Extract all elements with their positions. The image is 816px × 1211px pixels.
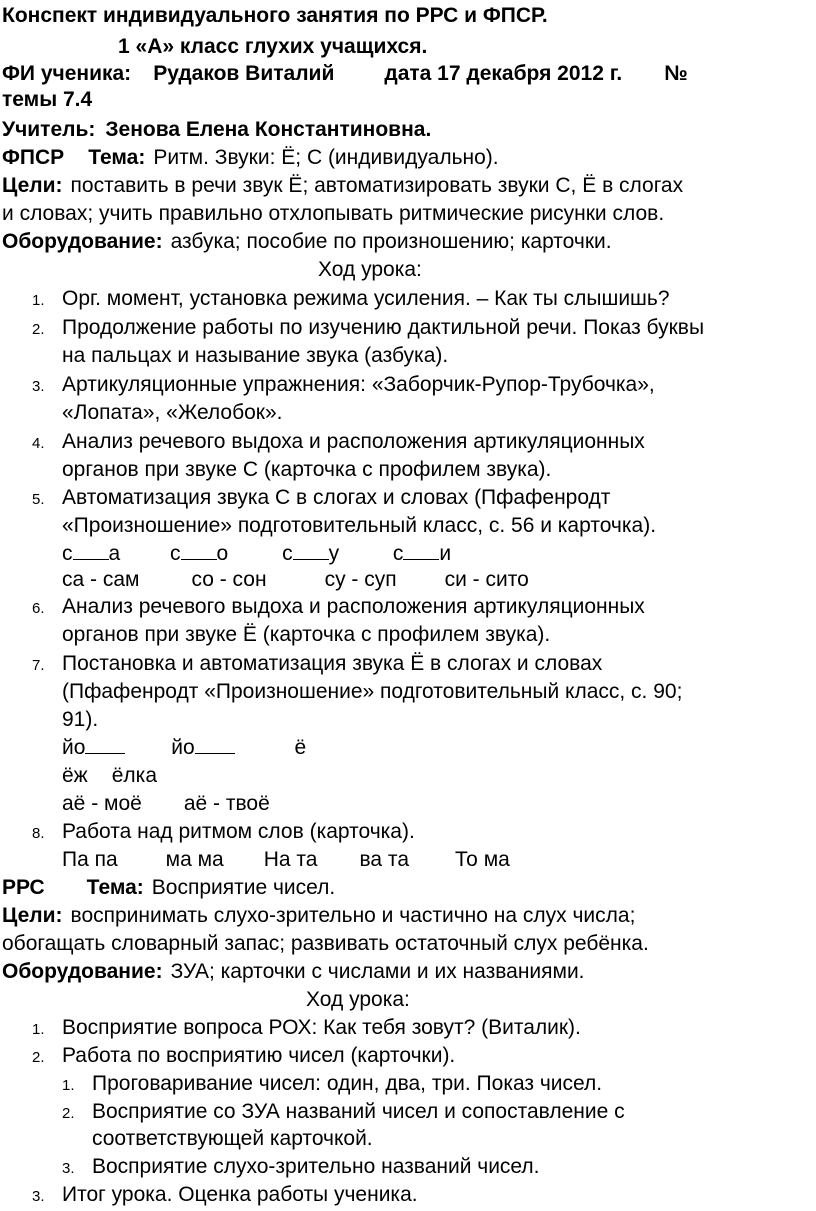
fpsr-goals-cont: и словах; учить правильно отхлопывать ритмические рисунки слов.	[2, 202, 665, 225]
list-item: 7. Постановка и автоматизация звука Ё в слогах и словах	[32, 652, 603, 675]
list-item-cont: органов при звуке Ё (карточка с профилем звука).	[62, 623, 551, 646]
list-item: 8. Работа над ритмом слов (карточка).	[32, 820, 415, 843]
rrs-course-title: Ход урока:	[306, 988, 410, 1011]
words-yo-1: ёж ёлка	[62, 764, 157, 787]
fpsr-goals: Цели: поставить в речи звук Ё; автоматизировать звуки С, Ё в слогах	[2, 174, 684, 197]
list-item-cont: на пальцах и называние звука (азбука).	[62, 344, 449, 367]
list-item: 2. Продолжение работы по изучению дактильной речи. Показ буквы	[32, 316, 705, 339]
words-yo-2: аё - моё аё - твоё	[62, 792, 270, 815]
list-item-cont: «Лопата», «Желобок».	[62, 401, 283, 424]
list-item-cont: органов при звуке С (карточка с профилем звука).	[62, 458, 552, 481]
list-item-cont: «Произношение» подготовительный класс, с. 56 и карточка).	[62, 514, 657, 537]
list-item: 6. Анализ речевого выдоха и расположения артикуляционных	[32, 595, 645, 618]
rrs-topic: РРС Тема: Восприятие чисел.	[2, 876, 336, 899]
list-item: 1. Орг. момент, установка режима усиления. – Как ты слышишь?	[32, 287, 670, 310]
rrs-equipment: Оборудование: ЗУА; карточки с числами и их названиями.	[2, 960, 585, 983]
syllables-c: с а с о с у с и	[62, 542, 452, 565]
theme-number: темы 7.4	[2, 88, 93, 111]
list-item: 1. Восприятие вопроса РОХ: Как тебя зовут? (Виталик).	[32, 1016, 581, 1039]
sub-list-item: 1. Проговаривание чисел: один, два, три. Показ чисел.	[62, 1072, 603, 1095]
sub-list-item: 3. Восприятие слухо-зрительно названий чисел.	[62, 1155, 540, 1178]
rrs-goals: Цели: воспринимать слухо-зрительно и частично на слух числа;	[2, 904, 636, 927]
list-item: 4. Анализ речевого выдоха и расположения артикуляционных	[32, 430, 645, 453]
document-title: Конспект индивидуального занятия по РРС и ФПСР.	[2, 4, 548, 27]
fpsr-course-title: Ход урока:	[318, 258, 422, 281]
list-item-cont: 91).	[62, 708, 99, 731]
rrs-goals-cont: обогащать словарный запас; развивать остаточный слух ребёнка.	[2, 932, 649, 955]
teacher-line: Учитель: Зенова Елена Константиновна.	[2, 118, 432, 141]
list-item: 5. Автоматизация звука С в слогах и словах (Пфафенродт	[32, 486, 611, 509]
rhythm-words: Па па ма ма На та ва та То ма	[62, 848, 510, 871]
fpsr-topic: ФПСР Тема: Ритм. Звуки: Ё; С (индивидуально).	[2, 146, 499, 169]
fpsr-equipment: Оборудование: азбука; пособие по произношению; карточки.	[2, 230, 612, 253]
list-item: 3. Итог урока. Оценка работы ученика.	[32, 1183, 418, 1206]
student-line: ФИ ученика: Рудаков Виталий дата 17 декабря 2012 г. №	[2, 62, 688, 85]
sub-list-item-cont: соответствующей карточкой.	[92, 1127, 373, 1150]
syllables-yo: йо йо ё	[62, 736, 307, 759]
sub-list-item: 2. Восприятие со ЗУА названий чисел и сопоставление с	[62, 1100, 625, 1123]
list-item-cont: (Пфафенродт «Произношение» подготовительный класс, с. 90;	[62, 680, 683, 703]
words-c: са - сам со - сон су - суп си - сито	[62, 568, 529, 591]
list-item: 2. Работа по восприятию чисел (карточки).	[32, 1044, 456, 1067]
class-line: 1 «А» класс глухих учащихся.	[118, 35, 428, 58]
list-item: 3. Артикуляционные упражнения: «Заборчик-Рупор-Трубочка»,	[32, 373, 655, 396]
